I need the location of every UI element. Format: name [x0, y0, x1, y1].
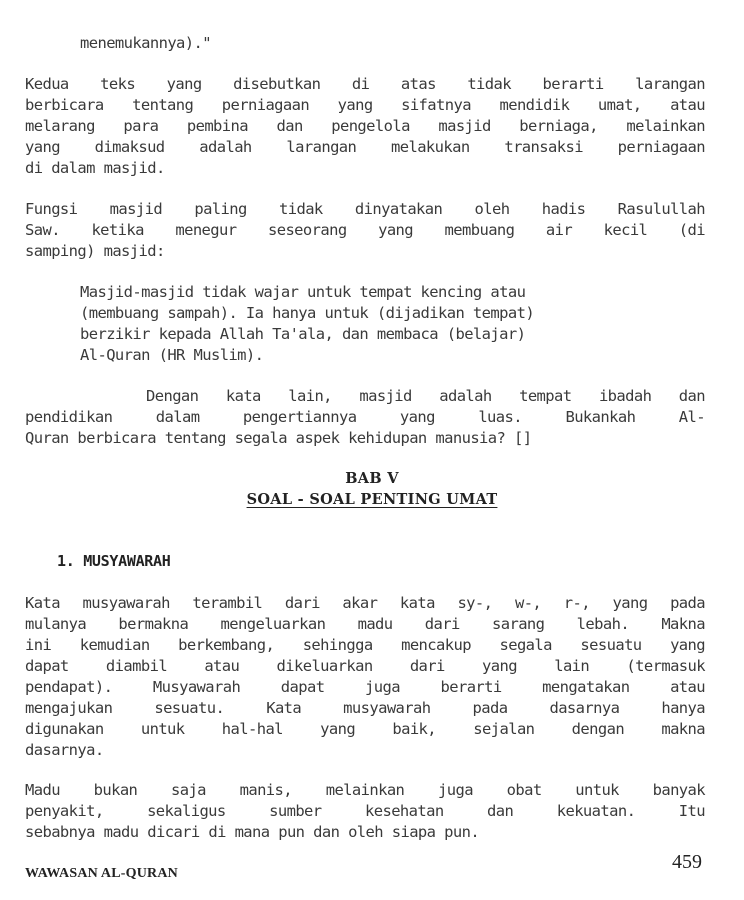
text-line: Quran berbicara tentang segala aspek kehidupan manusia? [] — [25, 429, 532, 447]
text-line: ini kemudian berkembang, sehingga mencakup segala sesuatu yang — [25, 636, 705, 654]
text-line: digunakan untuk hal-hal yang baik, sejalan dengan makna — [25, 720, 705, 738]
chapter-title — [0, 489, 744, 511]
text-line: penyakit, sekaligus sumber kesehatan dan kekuatan. Itu — [25, 802, 705, 820]
page-number: 459 — [672, 851, 702, 873]
text-line: samping) masjid: — [25, 242, 165, 260]
text-line: Dengan kata lain, masjid adalah tempat ibadah dan — [146, 387, 705, 405]
text-line: sebabnya madu dicari di mana pun dan oleh siapa pun. — [25, 823, 480, 841]
chapter-number: BAB V — [345, 470, 399, 487]
section-heading: 1. MUSYAWARAH — [57, 552, 171, 570]
text-line: Saw. ketika menegur seseorang yang membuang air kecil (di — [25, 221, 705, 239]
quote-line: (membuang sampah). Ia hanya untuk (dijadikan tempat) — [80, 304, 535, 322]
text-line: dapat diambil atau dikeluarkan dari yang lain (termasuk — [25, 657, 705, 675]
text-line: yang dimaksud adalah larangan melakukan transaksi perniagaan — [25, 138, 705, 156]
footer-book-title: WAWASAN AL-QURAN — [25, 866, 178, 881]
text-line: Fungsi masjid paling tidak dinyatakan oleh hadis Rasulullah — [25, 200, 705, 218]
text-line: pendidikan dalam pengertiannya yang luas. Bukankah Al- — [25, 408, 705, 426]
text-line: menemukannya)." — [80, 34, 211, 52]
text-line: dasarnya. — [25, 741, 104, 759]
text-line: Kedua teks yang disebutkan di atas tidak berarti larangan — [25, 75, 705, 93]
chapter-title-text: SOAL - SOAL PENTING UMAT — [246, 491, 498, 508]
text-line: mengajukan sesuatu. Kata musyawarah pada dasarnya hanya — [25, 699, 705, 717]
text-line: pendapat). Musyawarah dapat juga berarti mengatakan atau — [25, 678, 705, 696]
quote-line: berzikir kepada Allah Ta'ala, dan membaca (belajar) — [80, 325, 526, 343]
text-line: di dalam masjid. — [25, 159, 165, 177]
text-line: Kata musyawarah terambil dari akar kata sy-, w-, r-, yang pada — [25, 594, 705, 612]
quote-line: Masjid-masjid tidak wajar untuk tempat kencing atau — [80, 283, 526, 301]
text-line: Madu bukan saja manis, melainkan juga obat untuk banyak — [25, 781, 705, 799]
text-line: melarang para pembina dan pengelola masjid berniaga, melainkan — [25, 117, 705, 135]
text-line: mulanya bermakna mengeluarkan madu dari sarang lebah. Makna — [25, 615, 705, 633]
text-line: berbicara tentang perniagaan yang sifatnya mendidik umat, atau — [25, 96, 705, 114]
quote-line: Al-Quran (HR Muslim). — [80, 346, 264, 364]
